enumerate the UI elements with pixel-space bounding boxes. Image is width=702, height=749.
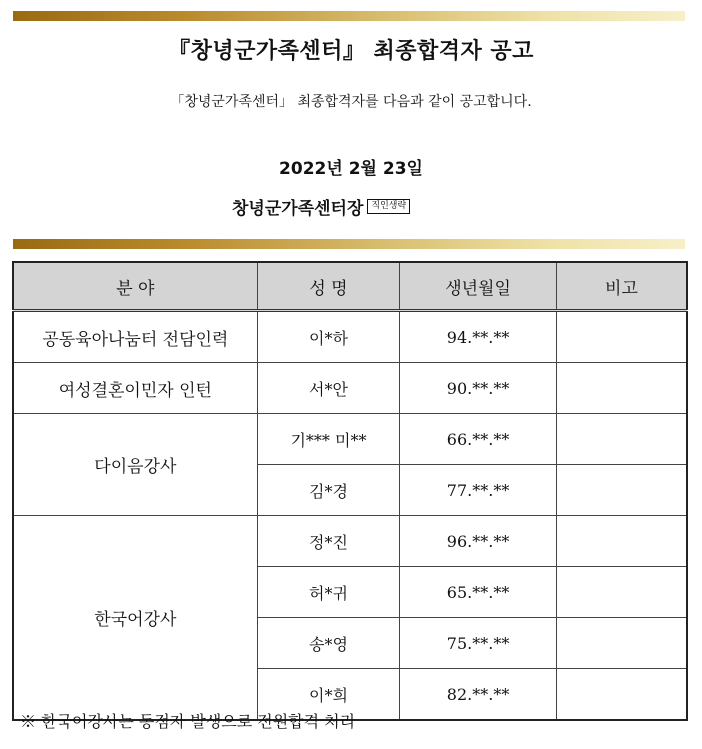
results-table [12, 261, 688, 721]
note-cell [556, 669, 687, 721]
table-row [13, 414, 687, 465]
note-cell [556, 414, 687, 465]
name-cell: 서*안 [257, 363, 400, 414]
decorative-middle-bar [13, 239, 685, 249]
field-cell: 공동육아나눔터 전담인력 [13, 311, 257, 363]
birth-cell: 65.**.** [400, 567, 557, 618]
page-title: 『창녕군가족센터』 최종합격자 공고 [168, 39, 534, 64]
name-cell: 김*경 [257, 465, 400, 516]
header-name: 성 명 [257, 262, 400, 311]
note-cell [556, 567, 687, 618]
name-cell: 이*하 [257, 311, 400, 363]
header-field: 분 야 [13, 262, 257, 311]
decorative-top-bar [13, 11, 685, 21]
name-cell: 기*** 미** [257, 414, 400, 465]
field-cell: 한국어강사 [13, 516, 257, 721]
note-cell [556, 618, 687, 669]
footnote: ※ 한국어강사는 동점자 발생으로 전원합격 처리 [20, 712, 356, 731]
name-cell: 송*영 [257, 618, 400, 669]
table-row [13, 311, 687, 363]
table-header-row [13, 262, 687, 311]
field-cell: 다이음강사 [13, 414, 257, 516]
name-cell: 이*희 [257, 669, 400, 721]
signer-block [232, 194, 410, 219]
announcement-date: 2022년 2월 23일 [279, 159, 423, 179]
birth-cell: 77.**.** [400, 465, 557, 516]
birth-cell: 96.**.** [400, 516, 557, 567]
birth-cell: 94.**.** [400, 311, 557, 363]
page-subtitle: 「창녕군가족센터」 최종합격자를 다음과 같이 공고합니다. [170, 94, 532, 110]
signer-name: 창녕군가족센터장 [232, 199, 364, 219]
table-row [13, 516, 687, 567]
birth-cell: 90.**.** [400, 363, 557, 414]
note-cell [556, 363, 687, 414]
header-note: 비고 [556, 262, 687, 311]
header-birthdate: 생년월일 [400, 262, 557, 311]
name-cell: 정*진 [257, 516, 400, 567]
field-cell: 여성결혼이민자 인턴 [13, 363, 257, 414]
table-row [13, 363, 687, 414]
birth-cell: 66.**.** [400, 414, 557, 465]
name-cell: 허*귀 [257, 567, 400, 618]
note-cell [556, 516, 687, 567]
note-cell [556, 465, 687, 516]
seal-omitted-stamp: 직인생략 [367, 199, 410, 214]
note-cell [556, 311, 687, 363]
birth-cell: 82.**.** [400, 669, 557, 721]
birth-cell: 75.**.** [400, 618, 557, 669]
